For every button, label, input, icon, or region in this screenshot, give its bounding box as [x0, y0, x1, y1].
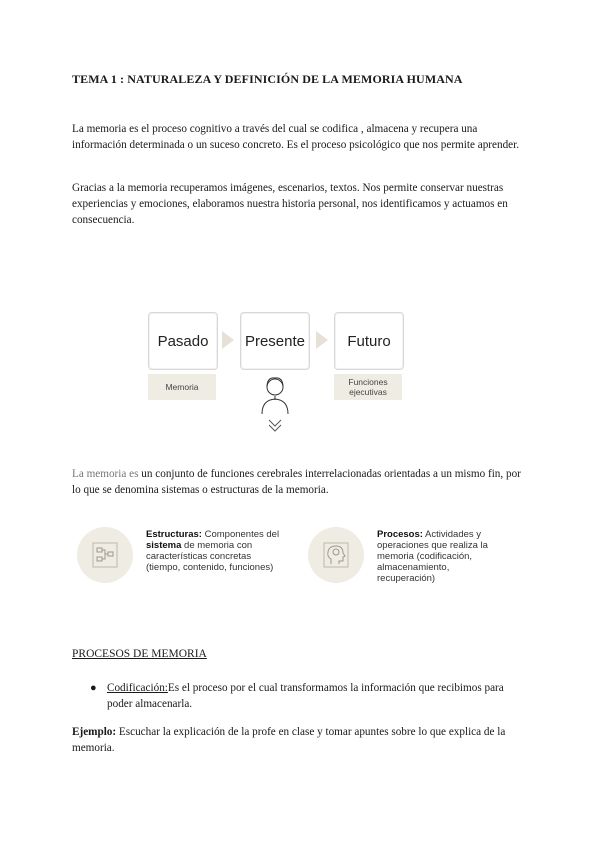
structures-description: Estructuras: Componentes del sistema de memoria con características concretas (tiempo, contenido, funciones) — [146, 529, 280, 573]
network-icon — [90, 540, 120, 570]
head-brain-icon — [321, 540, 351, 570]
processes-description: Procesos: Actividades y operaciones que realiza la memoria (codificación, almacenamiento, recuperación) — [377, 529, 488, 584]
function-paragraph: Gracias a la memoria recuperamos imágenes, escenarios, textos. Nos permite conservar nuestras experiencias y emociones, elaboramos nuestra historia personal, nos identificamos y actuamos en consecuencia. — [72, 182, 508, 226]
example-paragraph: Ejemplo: Escuchar la explicación de la profe en clase y tomar apuntes sobre lo que explica de la memoria. — [72, 726, 506, 754]
person-icon — [258, 374, 292, 434]
definition-paragraph: La memoria es el proceso cognitivo a través del cual se codifica , almacena y recupera una información determinada o un suceso concreto. Es el proceso psicológico que nos permite aprender. — [72, 123, 520, 151]
bullet-item-codificacion: Codificación:Es el proceso por el cual transformamos la información que recibimos para poder almacenarla. — [107, 682, 504, 710]
page-title: TEMA 1 : NATURALEZA Y DEFINICIÓN DE LA MEMORIA HUMANA — [72, 72, 463, 86]
timeline-present-box: Presente — [240, 312, 310, 370]
timeline-past-box: Pasado — [148, 312, 218, 370]
structure-icon-circle — [77, 527, 133, 583]
memory-systems-paragraph: La memoria es un conjunto de funciones cerebrales interrelacionadas orientadas a un mismo fin, por lo que se denomina sistemas o estructuras de la memoria. — [72, 468, 521, 496]
timeline-future-box: Futuro — [334, 312, 404, 370]
arrow-right-icon — [222, 331, 234, 349]
timeline-future-label: Funciones ejecutivas — [334, 374, 402, 400]
bullet-icon: ● — [90, 682, 97, 694]
arrow-right-icon — [316, 331, 328, 349]
section-heading: PROCESOS DE MEMORIA — [72, 648, 207, 660]
timeline-past-label: Memoria — [148, 374, 216, 400]
process-icon-circle — [308, 527, 364, 583]
